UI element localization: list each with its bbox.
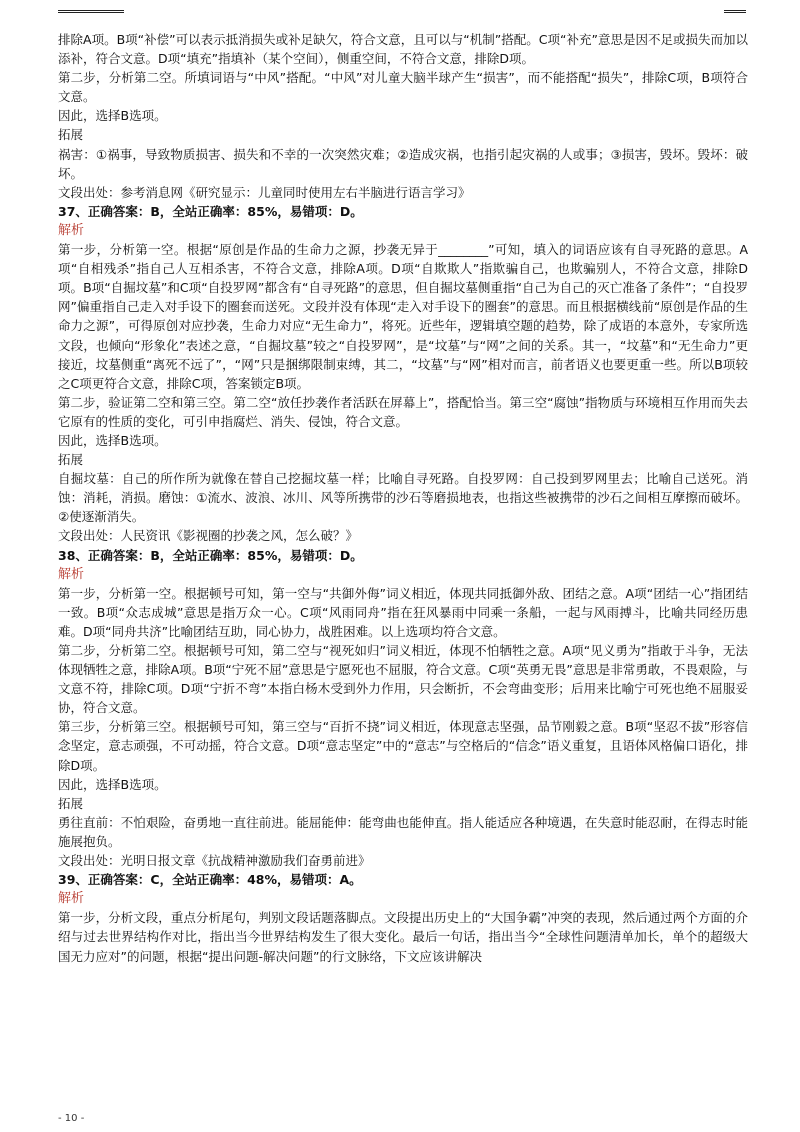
paragraph: 因此，选择B选项。 [58,432,167,448]
extension-text: 自掘坟墓：自己的所作所为就像在替自己挖掘坟墓一样；比喻自寻死路。自投罗网：自己投到罗网里去；比喻自己送死。消蚀：消耗，消损。磨蚀：①流水、波浪、冰川、风等所携带的沙石等磨损地表，也指这些被携带的沙石之间相互摩擦而破坏。②使逐渐消失。 [58,471,748,525]
page-number: - 10 - [58,1113,85,1124]
analysis-label: 解析 [58,891,85,907]
extension-label: 拓展 [58,795,84,811]
source-line: 文段出处：光明日报文章《抗战精神激励我们奋勇前进》 [58,853,371,869]
header-rule-right [724,10,746,13]
header-rule-left [58,10,124,13]
extension-label: 拓展 [58,127,84,143]
paragraph: 排除A项。B项“补偿”可以表示抵消损失或补足缺欠，符合文意，且可以与“机制”搭配。C项“补充”意思是因不足或损失而加以添补，符合文意。D项“填充”指填补（某个空间），侧重空间，不符合文意，排除D项。 [58,32,748,67]
answer-header-39: 39、正确答案：C，全站正确率：48%，易错项：A。 [58,872,362,888]
paragraph: 第一步，分析第一空。根据顿号可知，第一空与“共御外侮”词义相近，体现共同抵御外敌、团结之意。A项“团结一心”指团结一致。B项“众志成城”意思是指万众一心。C项“风雨同舟”指在狂风暴雨中同乘一条船，一起与风雨搏斗，比喻共同经历患难。D项“同舟共济”比喻团结互助，同心协力，战胜困难。以上选项均符合文意。 [58,585,748,639]
paragraph: 第二步，验证第二空和第三空。第二空“放任抄袭作者活跃在屏幕上”，搭配恰当。第三空“腐蚀”指物质与环境相互作用而失去它原有的性质的变化，可引申指腐烂、消失、侵蚀，符合文意。 [58,394,748,429]
extension-text: 勇往直前：不怕艰险，奋勇地一直往前进。能屈能伸：能弯曲也能伸直。指人能适应各种境遇，在失意时能忍耐，在得志时能施展抱负。 [58,814,748,849]
paragraph: 第一步，分析文段，重点分析尾句，判别文段话题落脚点。文段提出历史上的“大国争霸”冲突的表现，然后通过两个方面的介绍与过去世界结构作对比，指出当今世界结构发生了很大变化。最后一句话，指出当今“全球性问题清单加长，单个的超级大国无力应对”的问题，根据“提出问题-解决问题”的行文脉络，下文应该讲解决 [58,910,748,964]
paragraph: 因此，选择B选项。 [58,776,167,792]
extension-text: 祸害：①祸事，导致物质损害、损失和不幸的一次突然灾难；②造成灾祸，也指引起灾祸的人或事；③损害，毁坏。毁坏：破坏。 [58,146,748,181]
analysis-label: 解析 [58,222,85,238]
paragraph: 因此，选择B选项。 [58,108,167,124]
paragraph: 第一步，分析第一空。根据“原创是作品的生命力之源，抄袭无异于________”可知，填入的词语应该有自寻死路的意思。A项“自相残杀”指自己人互相杀害，不符合文意，排除A项。D项“自欺欺人”指欺骗自己，也欺骗别人，不符合文意，排除D项。B项“自掘坟墓”和C项“自投罗网”都含有“自寻死路”的意思，但自掘坟墓侧重指“自己为自己的灭亡准备了条件”；“自投罗网”偏重指自己走入对手设下的圈套而送死。文段并没有体现“走入对手设下的圈套”的意思。而且根据横线前“原创是作品的生命力之源”，可得原创对应抄袭，生命力对应“无生命力”，将死。近些年，逻辑填空题的趋势，除了成语的本意外，专家所选文段，也倾向“形象化”表述之意，“自掘坟墓”较之“自投罗网”，是“坟墓”与“网”之间的关系。其一，“坟墓”和“无生命力”更接近，坟墓侧重“离死不远了”，“网”只是捆绑限制束缚，其二，“坟墓”与“网”相对而言，前者语义也要更重一些。所以B项较之C项更符合文意，排除C项，答案锁定B项。 [58,242,748,391]
source-line: 文段出处：人民资讯《影视圈的抄袭之风，怎么破？》 [58,528,359,544]
paragraph: 第三步，分析第三空。根据顿号可知，第三空与“百折不挠”词义相近，体现意志坚强，品节刚毅之意。B项“坚忍不拔”形容信念坚定，意志顽强，不可动摇，符合文意。D项“意志坚定”中的“意志”与空格后的“信念”语义重复，且语体风格偏口语化，排除D项。 [58,719,748,773]
answer-header-37: 37、正确答案：B，全站正确率：85%，易错项：D。 [58,203,363,219]
analysis-label: 解析 [58,566,85,582]
page-content [58,30,748,966]
answer-header-38: 38、正确答案：B，全站正确率：85%，易错项：D。 [58,547,363,563]
extension-label: 拓展 [58,452,84,468]
source-line: 文段出处：参考消息网《研究显示：儿童同时使用左右半脑进行语言学习》 [58,184,471,200]
paragraph: 第二步，分析第二空。所填词语与“中风”搭配。“中风”对儿童大脑半球产生“损害”，而不能搭配“损失”，排除C项，B项符合文意。 [58,70,748,105]
paragraph: 第二步，分析第二空。根据顿号可知，第二空与“视死如归”词义相近，体现不怕牺牲之意。A项“见义勇为”指敢于斗争，无法体现牺牲之意，排除A项。B项“宁死不屈”意思是宁愿死也不屈服，符合文意。C项“英勇无畏”意思是非常勇敢，不畏艰险，与文意不符，排除C项。D项“宁折不弯”本指白杨木受到外力作用，只会断折，不会弯曲变形；后用来比喻宁可死也绝不屈服妥协，符合文意。 [58,643,748,716]
